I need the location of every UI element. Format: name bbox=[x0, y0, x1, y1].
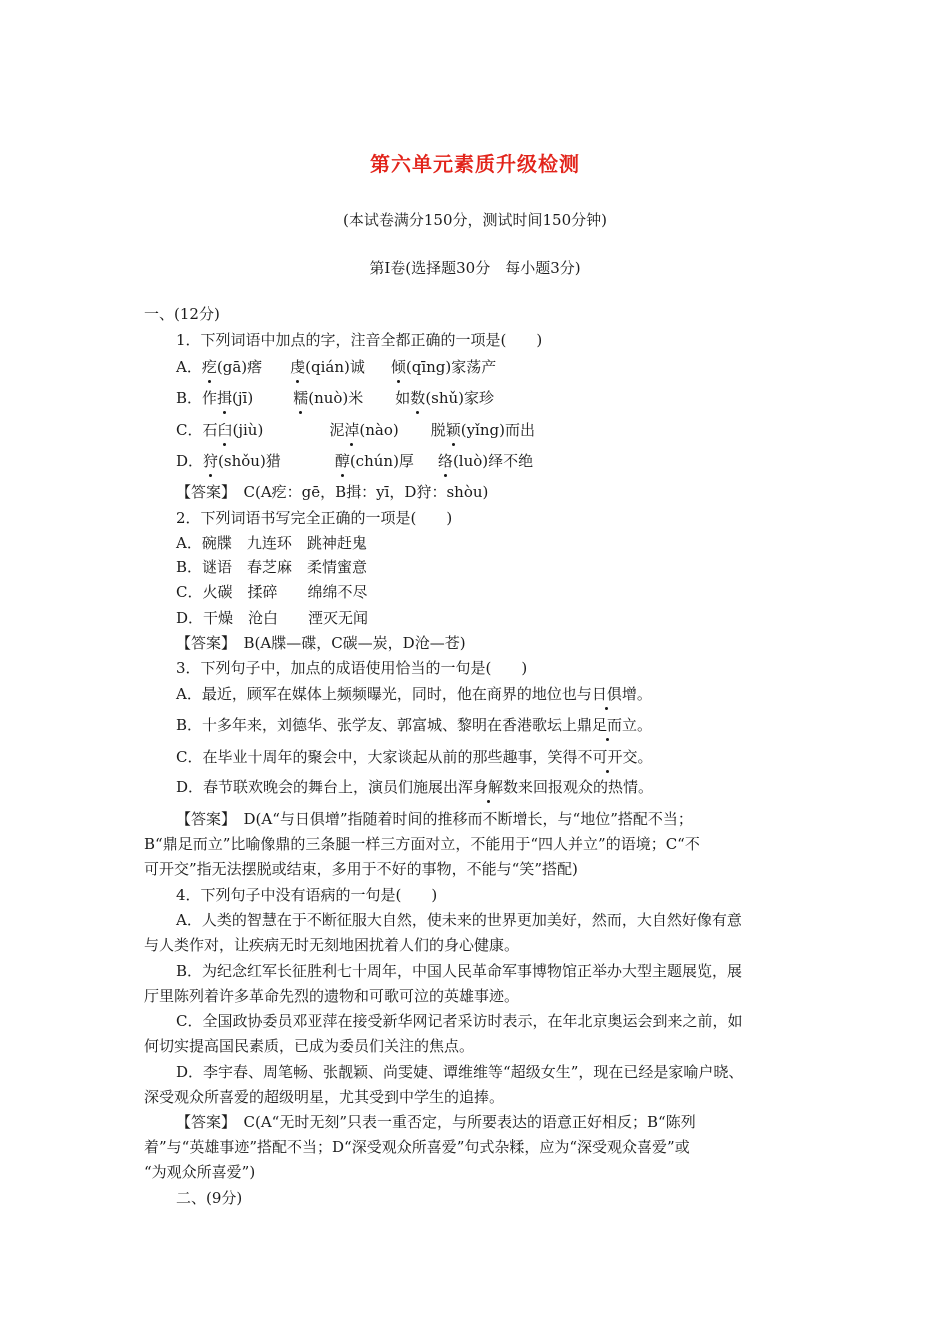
option-a: A．最近，顾军在媒体上频频曝光，同时，他在商界的地位也与日俱增。 bbox=[176, 685, 652, 703]
answer-line: 着”与“英雄事迹”搭配不当；D“深受观众所喜爱”句式杂糅，应为“深受观众喜爱”或 bbox=[144, 1138, 690, 1156]
option-d: D．干燥 沧白 湮灭无闻 bbox=[176, 609, 369, 627]
option-b: B．为纪念红军长征胜利七十周年，中国人民革命军事博物馆正举办大型主题展览，展 bbox=[176, 962, 743, 980]
answer-line: B“鼎足而立”比喻像鼎的三条腿一样三方面对立，不能用于“四人并立”的语境；C“不 bbox=[144, 835, 700, 853]
option-c: C．在毕业十周年的聚会中，大家谈起从前的那些趣事，笑得不可开交。 bbox=[176, 748, 653, 766]
option-b-cont: 厅里陈列着许多革命先烈的遗物和可歌可泣的英雄事迹。 bbox=[144, 987, 520, 1005]
option-c: C．全国政协委员邓亚萍在接受新华网记者采访时表示，在年北京奥运会到来之前，如 bbox=[176, 1012, 743, 1030]
option-a: A．疙(gā)瘩 虔(qián)诚 倾(qīng)家荡产 bbox=[176, 358, 497, 376]
option-d: D．李宇春、周笔畅、张靓颖、尚雯婕、谭维维等“超级女生”，现在已经是家喻户晓、 bbox=[176, 1063, 744, 1081]
section-heading: 一、(12分) bbox=[144, 305, 220, 323]
option-c: C．石臼(jiù) 泥淖(nào) 脱颖(yǐng)而出 bbox=[176, 421, 535, 439]
option-a: A．人类的智慧在于不断征服大自然，使未来的世界更加美好，然而，大自然好像有意 bbox=[176, 911, 742, 929]
answer-line: 【答案】 D(A“与日俱增”指随着时间的推移而不断增长，与“地位”搭配不当； bbox=[176, 810, 693, 828]
option-d: D．狩(shǒu)猎 醇(chún)厚 络(luò)绎不绝 bbox=[176, 452, 534, 470]
option-d: D．春节联欢晚会的舞台上，演员们施展出浑身解数来回报观众的热情。 bbox=[176, 778, 654, 796]
option-a-cont: 与人类作对，让疾病无时无刻地困扰着人们的身心健康。 bbox=[144, 936, 520, 954]
option-c-cont: 何切实提高国民素质，已成为委员们关注的焦点。 bbox=[144, 1037, 475, 1055]
option-a: A．碗牒 九连环 跳神赶鬼 bbox=[176, 534, 367, 552]
question-stem: 1．下列词语中加点的字，注音全都正确的一项是( ) bbox=[176, 331, 543, 349]
question-stem: 3．下列句子中，加点的成语使用恰当的一句是( ) bbox=[176, 659, 528, 677]
answer: 【答案】 C(A疙：gē，B揖：yī，D狩：shòu) bbox=[176, 483, 489, 501]
question-stem: 2．下列词语书写完全正确的一项是( ) bbox=[176, 509, 453, 527]
option-c: C．火碳 揉碎 绵绵不尽 bbox=[176, 583, 368, 601]
option-b: B．谜语 春芝麻 柔情蜜意 bbox=[176, 558, 368, 576]
answer-line: 可开交”指无法摆脱或结束，多用于不好的事物，不能与“笑”搭配) bbox=[144, 860, 578, 878]
part-heading: 第Ⅰ卷(选择题30分 每小题3分) bbox=[369, 259, 581, 277]
section-heading: 二、(9分) bbox=[176, 1189, 243, 1207]
page-title: 第六单元素质升级检测 bbox=[370, 152, 580, 176]
question-stem: 4．下列句子中没有语病的一句是( ) bbox=[176, 886, 438, 904]
answer-line: 【答案】 C(A“无时无刻”只表一重否定，与所要表达的语意正好相反；B“陈列 bbox=[176, 1113, 696, 1131]
answer-line: “为观众所喜爱”) bbox=[144, 1163, 256, 1181]
answer: 【答案】 B(A牒—碟，C碳—炭，D沧—苍) bbox=[176, 634, 466, 652]
option-b: B．十多年来，刘德华、张学友、郭富城、黎明在香港歌坛上鼎足而立。 bbox=[176, 716, 653, 734]
option-b: B．作揖(jī) 糯(nuò)米 如数(shǔ)家珍 bbox=[176, 389, 495, 407]
option-d-cont: 深受观众所喜爱的超级明星，尤其受到中学生的追捧。 bbox=[144, 1088, 505, 1106]
exam-note: (本试卷满分150分，测试时间150分钟) bbox=[343, 211, 607, 229]
